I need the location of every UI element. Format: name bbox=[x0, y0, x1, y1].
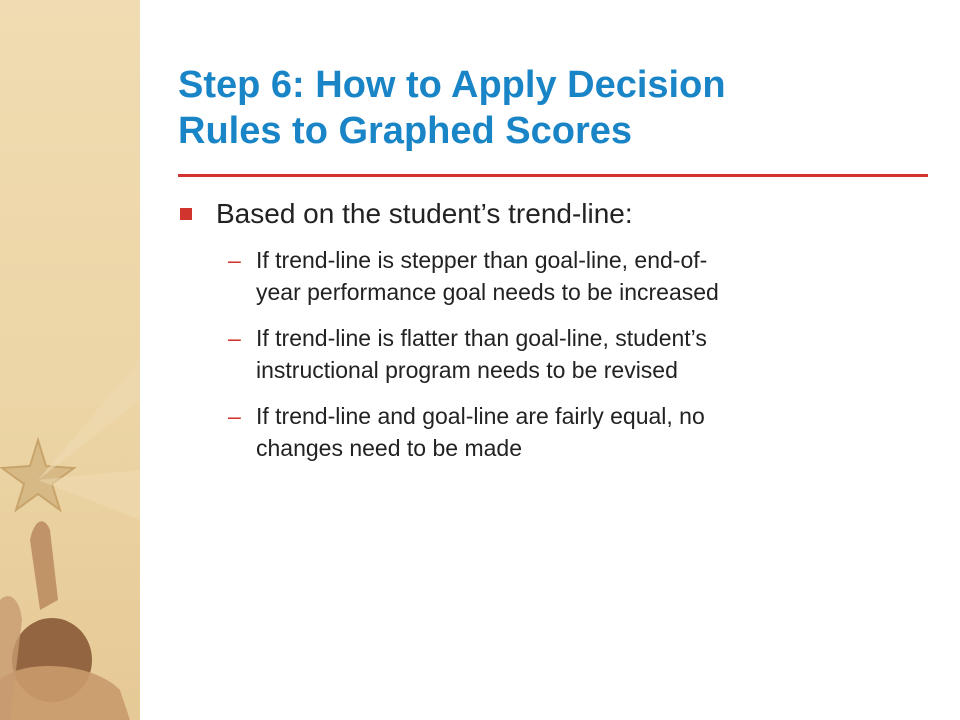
title-line-1: Step 6: How to Apply Decision bbox=[178, 64, 726, 106]
sub-bullet-line: If trend-line is stepper than goal-line, end-of- bbox=[256, 247, 708, 273]
main-bullet bbox=[178, 196, 908, 232]
sub-bullet-line: year performance goal needs to be increased bbox=[256, 279, 719, 305]
dash-icon: – bbox=[228, 325, 241, 351]
dash-icon: – bbox=[228, 403, 241, 429]
sub-bullet-line: If trend-line and goal-line are fairly equal, no bbox=[256, 403, 705, 429]
sub-bullet-line: changes need to be made bbox=[256, 435, 522, 461]
slide-content bbox=[178, 196, 908, 478]
sub-bullet-item bbox=[178, 400, 908, 464]
decorative-sidebar bbox=[0, 0, 140, 720]
slide-title bbox=[178, 62, 938, 154]
title-divider bbox=[178, 174, 928, 177]
main-bullet-text: Based on the student’s trend-line: bbox=[216, 198, 633, 229]
title-line-2: Rules to Graphed Scores bbox=[178, 110, 633, 152]
sub-bullet-line: If trend-line is flatter than goal-line, student’s bbox=[256, 325, 707, 351]
sub-bullet-item bbox=[178, 244, 908, 308]
sub-bullet-list bbox=[178, 244, 908, 464]
dash-icon: – bbox=[228, 247, 241, 273]
sub-bullet-line: instructional program needs to be revised bbox=[256, 357, 678, 383]
sub-bullet-item bbox=[178, 322, 908, 386]
square-bullet-icon bbox=[180, 208, 192, 220]
student-star-illustration bbox=[0, 0, 140, 720]
